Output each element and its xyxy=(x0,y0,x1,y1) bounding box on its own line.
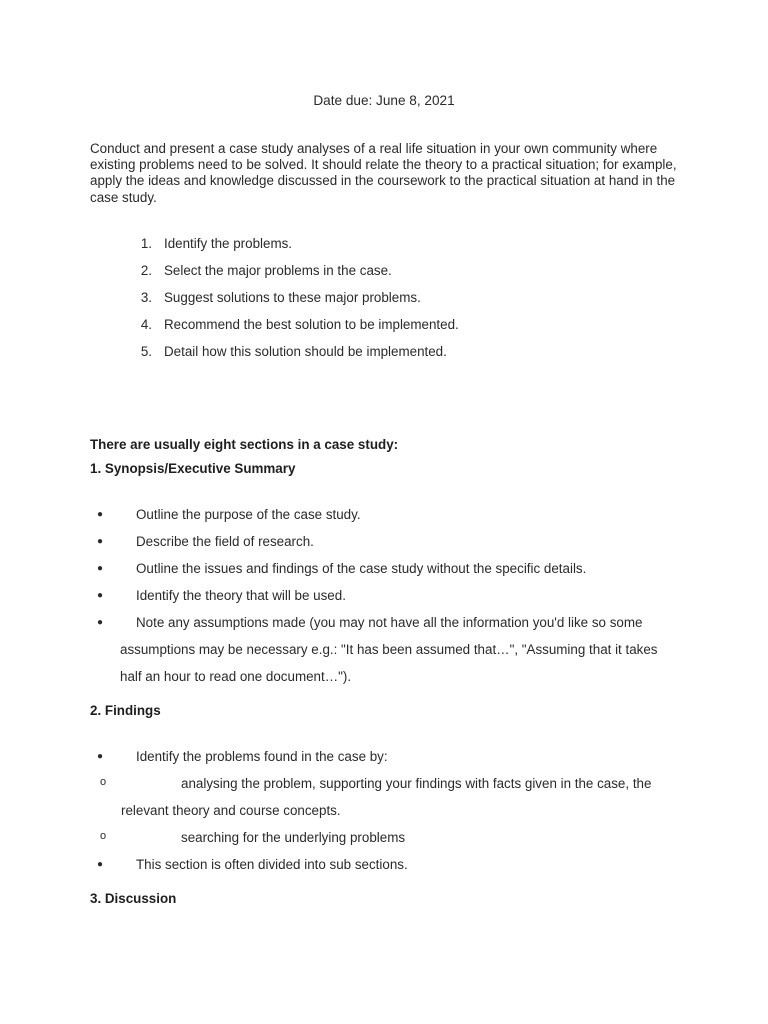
bullet-item: This section is often divided into sub sections. xyxy=(136,857,408,872)
bullet-marker: ● xyxy=(97,509,104,520)
bullet-marker: ● xyxy=(97,617,104,628)
section-heading: 3. Discussion xyxy=(90,891,177,906)
bullet-marker: ● xyxy=(97,563,104,574)
bullet-item: Describe the field of research. xyxy=(136,534,314,549)
list-item: Detail how this solution should be implemented. xyxy=(164,344,447,359)
bullet-marker: ● xyxy=(97,859,104,870)
bullet-item: Identify the problems found in the case by: xyxy=(136,749,388,764)
sub-bullet-continuation: relevant theory and course concepts. xyxy=(121,803,341,818)
sub-bullet-item: analysing the problem, supporting your findings with facts given in the case, the xyxy=(181,776,652,791)
intro-paragraph: Conduct and present a case study analyses of a real life situation in your own community where existing problems need to be solved. It should relate the theory to a practical situation; for example, apply the ideas and knowledge discussed in the coursework to the practical situation at hand in the case study. xyxy=(90,141,677,205)
list-item: Identify the problems. xyxy=(164,236,293,251)
list-item-number: 2. xyxy=(140,263,152,278)
list-item: Suggest solutions to these major problems. xyxy=(164,290,421,305)
section-heading: 2. Findings xyxy=(90,703,161,718)
list-item-number: 3. xyxy=(140,290,152,305)
bullet-marker: ● xyxy=(97,536,104,547)
bullet-item-continuation: assumptions may be necessary e.g.: "It has been assumed that…", "Assuming that it takes xyxy=(120,642,658,657)
list-item-number: 1. xyxy=(140,236,152,251)
bullet-item: Outline the issues and findings of the case study without the specific details. xyxy=(136,561,587,576)
list-item: Recommend the best solution to be implemented. xyxy=(164,317,459,332)
sections-intro: There are usually eight sections in a case study: xyxy=(90,437,399,452)
list-item-number: 4. xyxy=(140,317,152,332)
sub-bullet-marker: o xyxy=(100,776,107,788)
list-item-number: 5. xyxy=(140,344,152,359)
bullet-item: Note any assumptions made (you may not have all the information you'd like so some xyxy=(136,615,643,630)
bullet-item: Outline the purpose of the case study. xyxy=(136,507,361,522)
list-item: Select the major problems in the case. xyxy=(164,263,392,278)
bullet-item: Identify the theory that will be used. xyxy=(136,588,346,603)
date-due: Date due: June 8, 2021 xyxy=(313,93,455,108)
sub-bullet-item: searching for the underlying problems xyxy=(181,830,406,845)
bullet-item-continuation: half an hour to read one document…"). xyxy=(120,669,352,684)
sub-bullet-marker: o xyxy=(100,830,107,842)
bullet-marker: ● xyxy=(97,751,104,762)
section-heading: 1. Synopsis/Executive Summary xyxy=(90,461,296,476)
bullet-marker: ● xyxy=(97,590,104,601)
